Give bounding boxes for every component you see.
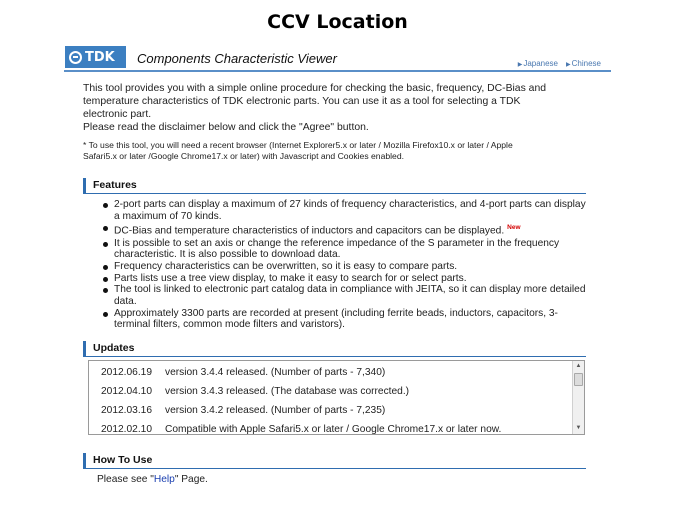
app-title: Components Characteristic Viewer (137, 51, 337, 66)
scroll-up-icon[interactable]: ▲ (575, 363, 582, 369)
intro-line: Please read the disclaimer below and click the "Agree" button. (83, 122, 369, 133)
list-item: Approximately 3300 parts are recorded at present (including ferrite beads, inductors, capacitors, 3-terminal filters, common mode filters and varistors). (102, 308, 587, 331)
scroll-down-icon[interactable]: ▼ (575, 425, 582, 431)
lang-link-japanese-label: Japanese (523, 59, 559, 68)
update-text: version 3.4.4 released. (Number of parts - 7,340) (165, 367, 386, 378)
list-item: It is possible to set an axis or change the reference impedance of the S parameter in the frequency characteristic. It is also possible to download data. (102, 238, 587, 261)
intro-line: electronic part. (83, 109, 152, 120)
scroll-thumb[interactable] (574, 373, 583, 386)
tdk-logo[interactable] (65, 46, 126, 68)
update-date: 2012.03.16 (101, 405, 152, 416)
arrow-right-icon: ▶ (566, 62, 571, 68)
list-item: 2-port parts can display a maximum of 27 kinds of frequency characteristics, and 4-port parts can display a maximum of 70 kinds. (102, 199, 587, 222)
list-item: Frequency characteristics can be overwritten, so it is easy to compare parts. (102, 261, 587, 273)
update-row (101, 405, 385, 416)
update-row (101, 386, 409, 397)
note-line: * To use this tool, you will need a recent browser (Internet Explorer5.x or later / Mozilla Firefox10.x or later / Apple (83, 140, 513, 150)
list-item-text: DC-Bias and temperature characteristics of inductors and capacitors can be displayed. (114, 225, 505, 237)
list-item (102, 222, 587, 237)
howto-prefix: Please see " (97, 474, 154, 485)
browser-note (83, 140, 593, 161)
update-text: Compatible with Apple Safari5.x or later / Google Chrome17.x or later now. (165, 424, 502, 435)
update-row (101, 424, 501, 435)
features-heading: Features (83, 178, 586, 194)
howto-heading: How To Use (83, 453, 586, 469)
tdk-logo-icon (69, 51, 82, 64)
updates-listbox[interactable] (88, 360, 585, 435)
language-links (518, 59, 601, 68)
updates-scrollbar[interactable] (572, 361, 584, 434)
update-date: 2012.06.19 (101, 367, 152, 378)
lang-link-chinese-label: Chinese (571, 59, 601, 68)
update-text: version 3.4.3 released. (The database was corrected.) (165, 386, 410, 397)
update-row (101, 367, 385, 378)
update-date: 2012.02.10 (101, 424, 152, 435)
howto-text (97, 474, 208, 485)
slide-title: CCV Location (267, 11, 408, 33)
intro-text (83, 82, 593, 134)
lang-link-chinese[interactable] (566, 59, 601, 68)
help-link[interactable]: Help (153, 474, 175, 485)
logo-text: TDK (85, 49, 115, 65)
list-item: Parts lists use a tree view display, to make it easy to search for or select parts. (102, 273, 587, 285)
lang-link-japanese[interactable] (518, 59, 558, 68)
features-list (102, 199, 587, 331)
new-badge: New (507, 224, 521, 232)
intro-line: temperature characteristics of TDK electronic parts. You can use it as a tool for selecting a TDK (83, 96, 521, 107)
intro-line: This tool provides you with a simple online procedure for checking the basic, frequency, DC-Bias and (83, 83, 547, 94)
update-text: version 3.4.2 released. (Number of parts - 7,235) (165, 405, 386, 416)
app-header (64, 44, 611, 72)
arrow-right-icon: ▶ (517, 62, 523, 68)
howto-suffix: " Page. (174, 474, 208, 485)
list-item: The tool is linked to electronic part catalog data in compliance with JEITA, so it can display more detailed data. (102, 284, 587, 307)
updates-heading: Updates (83, 341, 586, 357)
update-date: 2012.04.10 (101, 386, 152, 397)
note-line: Safari5.x or later /Google Chrome17.x or later) with Javascript and Cookies enabled. (83, 150, 404, 161)
ccv-window (64, 44, 611, 499)
